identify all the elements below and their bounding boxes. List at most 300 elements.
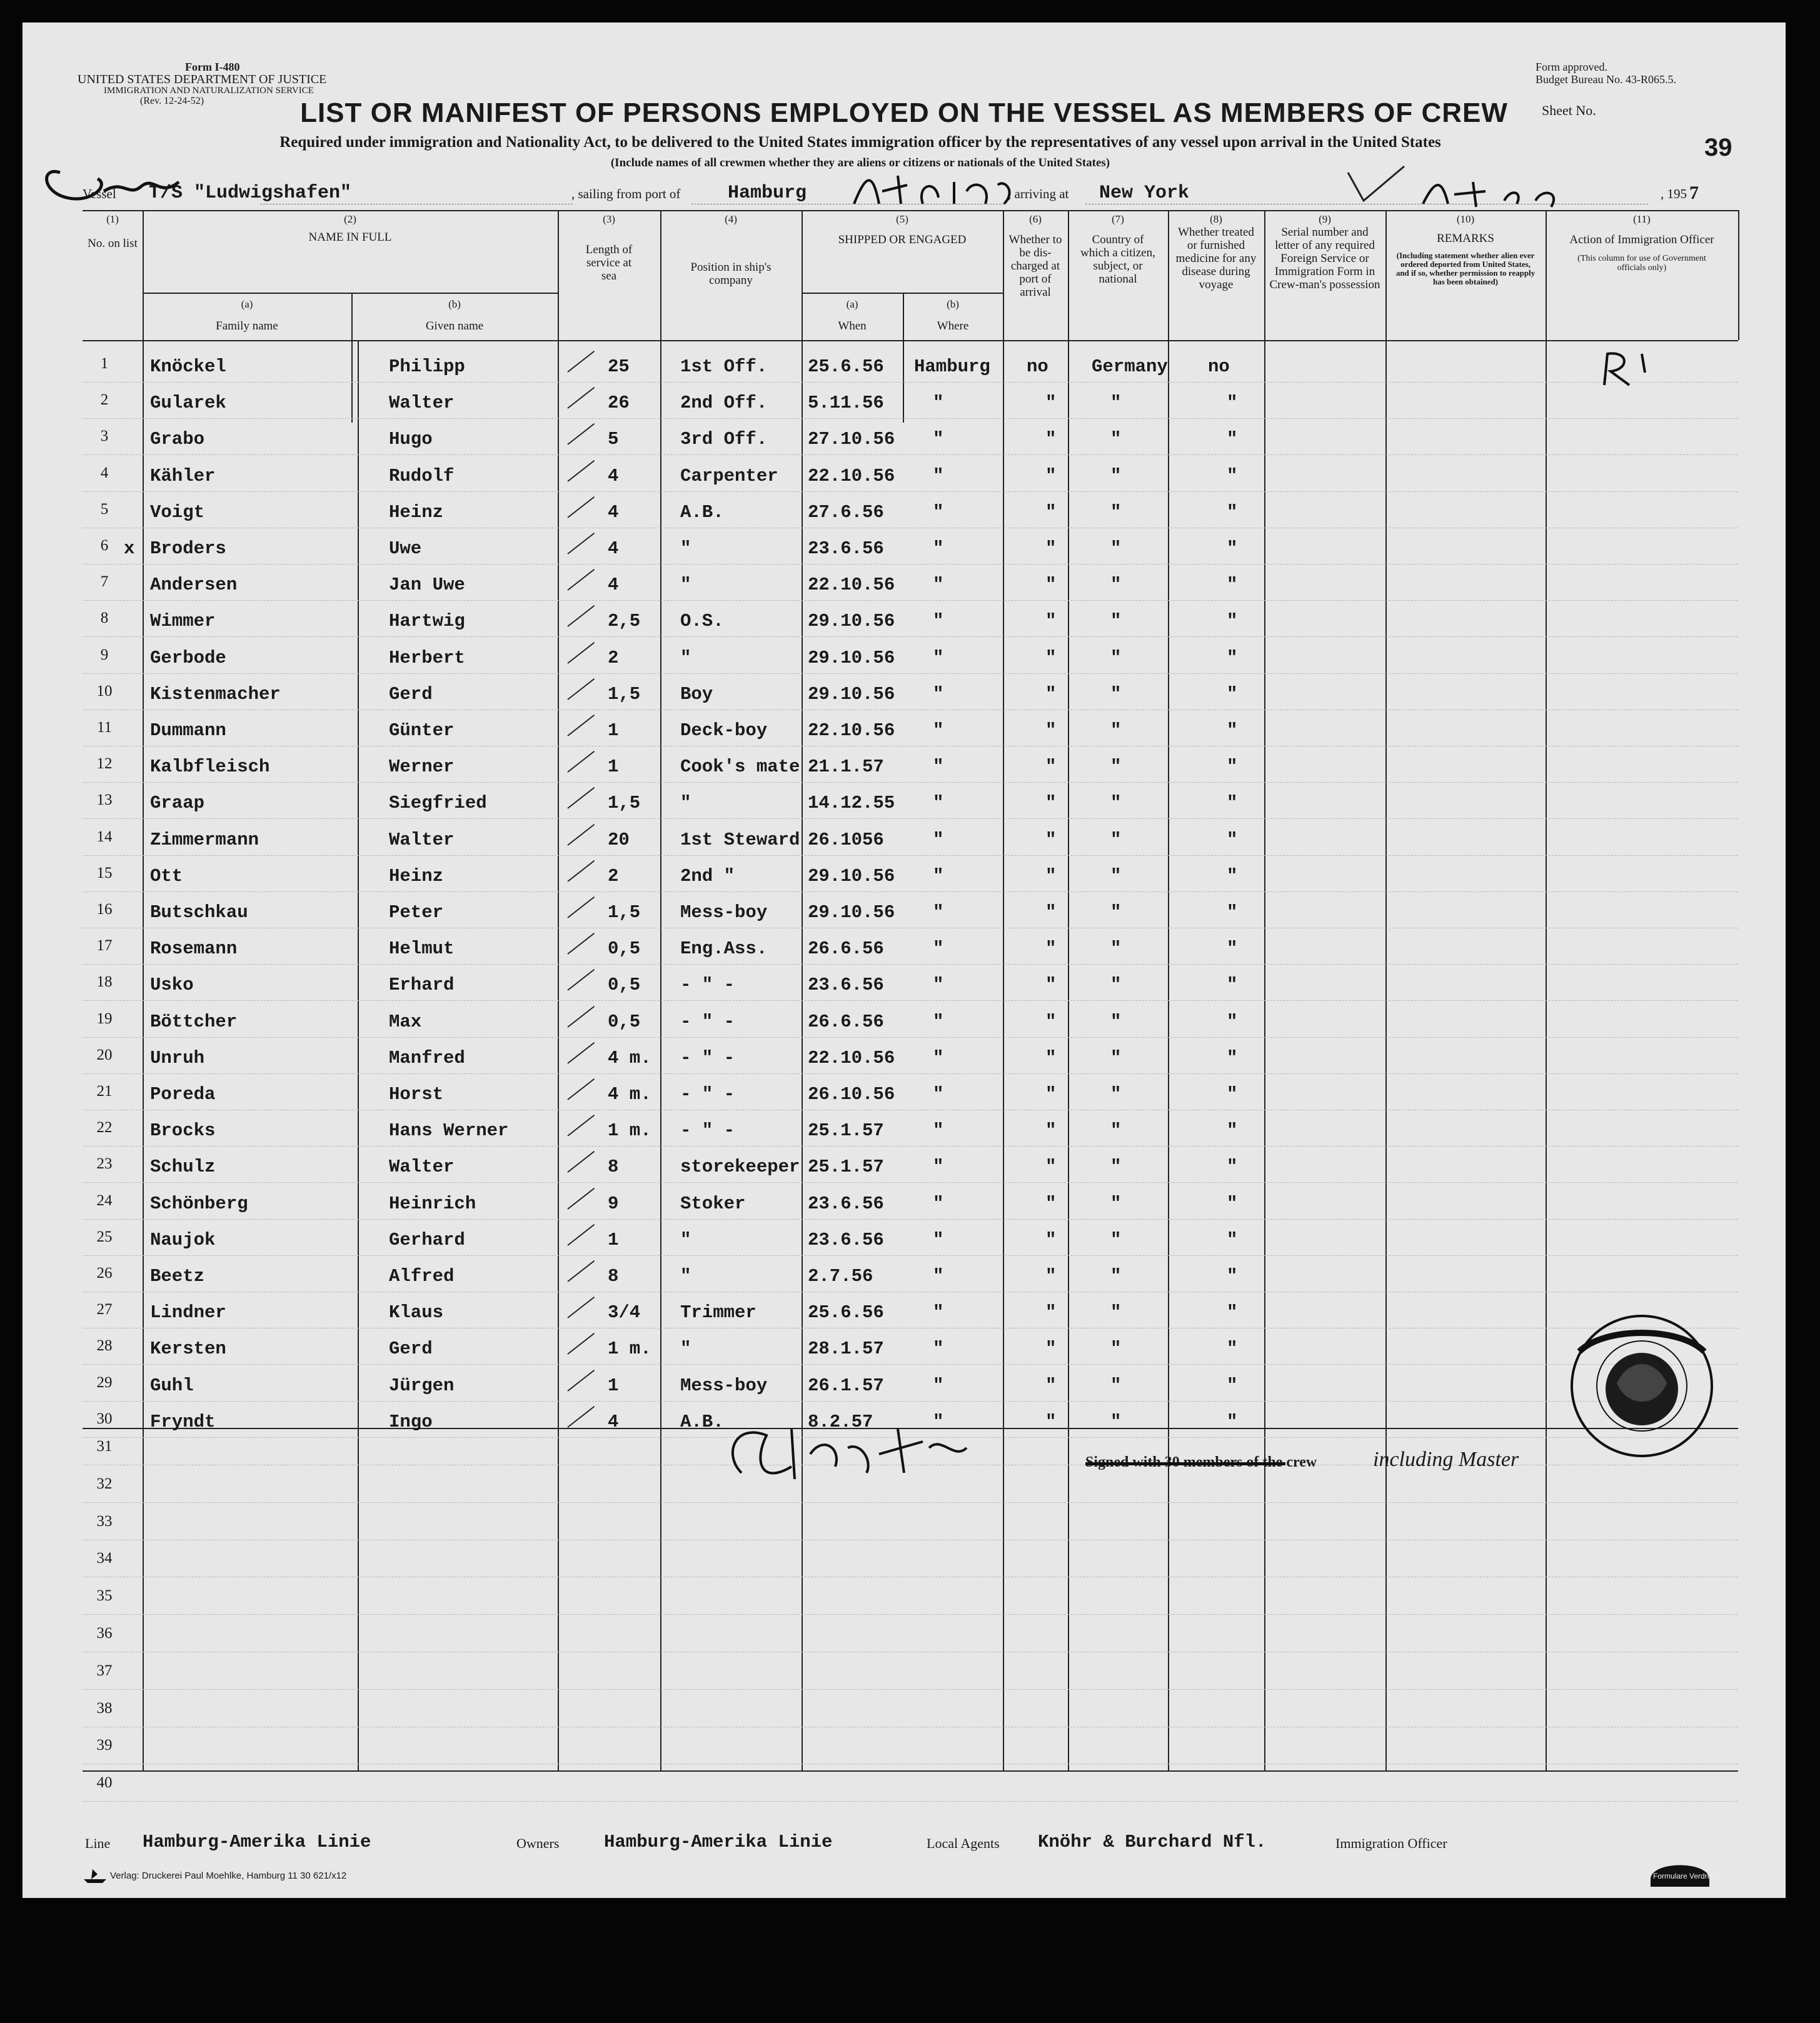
checkmark-icon: [567, 969, 595, 991]
cell-service: 2,5: [608, 611, 641, 632]
cell-when: 8.2.57: [808, 1411, 873, 1432]
table-top-border: [83, 210, 1738, 211]
sheet-number: 39: [1704, 134, 1732, 161]
cell-discharged: ": [1045, 538, 1057, 559]
cell-country: ": [1110, 683, 1122, 705]
cell-country: ": [1110, 865, 1122, 886]
row-number: 5: [100, 500, 109, 518]
table-row: [83, 346, 1738, 383]
row-number: 12: [96, 755, 113, 773]
cell-given: Uwe: [389, 538, 422, 559]
col11-header: (11) Action of Immigration Officer (This column for use of Government officials only): [1569, 213, 1714, 273]
master-signature: [716, 1410, 1042, 1498]
cell-family: Guhl: [150, 1375, 194, 1396]
cell-service: 2: [608, 647, 619, 668]
cell-discharged: ": [1045, 465, 1057, 486]
cell-when: 29.10.56: [808, 902, 895, 923]
cell-when: 21.1.57: [808, 756, 884, 778]
cell-where: ": [933, 1266, 944, 1287]
cell-when: 27.6.56: [808, 501, 884, 523]
cell-discharged: ": [1045, 865, 1057, 886]
row-number: 1: [100, 355, 109, 372]
cell-medicine: ": [1227, 393, 1238, 414]
checkmark-icon: [567, 678, 595, 700]
cell-discharged: ": [1045, 1266, 1057, 1287]
cell-when: 5.11.56: [808, 393, 884, 414]
cell-where: ": [933, 429, 944, 450]
cell-country: ": [1110, 465, 1122, 486]
row-divider: [83, 1689, 1738, 1690]
cell-position: Mess-boy: [680, 1375, 768, 1396]
cell-country: ": [1110, 720, 1122, 741]
cell-position: 1st Off.: [680, 356, 768, 377]
cell-where: ": [933, 683, 944, 705]
cell-country: ": [1110, 501, 1122, 523]
cell-position: ": [680, 1266, 691, 1287]
table-row: [83, 1292, 1738, 1328]
table-row: [83, 746, 1738, 783]
cell-where: ": [933, 1411, 944, 1432]
row-divider: [83, 1614, 1738, 1615]
checkmark-icon: [567, 1260, 595, 1282]
cell-discharged: ": [1045, 1084, 1057, 1105]
cell-medicine: ": [1227, 1120, 1238, 1142]
cell-position: Mess-boy: [680, 902, 768, 923]
cell-country: ": [1110, 575, 1122, 596]
cell-discharged: ": [1045, 1229, 1057, 1250]
cell-country: ": [1110, 1302, 1122, 1323]
row-number: 14: [96, 828, 113, 845]
cell-medicine: ": [1227, 683, 1238, 705]
row-number: 34: [96, 1550, 113, 1567]
cell-when: 22.10.56: [808, 720, 895, 741]
cell-given: Horst: [389, 1084, 444, 1105]
table-row: [83, 1183, 1738, 1220]
handwritten-remark: including Master: [1373, 1448, 1519, 1471]
cell-family: Schönberg: [150, 1193, 248, 1214]
cell-family: Naujok: [150, 1229, 216, 1250]
cell-service: 1,5: [608, 683, 641, 705]
checkmark-icon: [567, 569, 595, 591]
cell-medicine: ": [1227, 975, 1238, 996]
cell-family: Butschkau: [150, 902, 248, 923]
col5b-header: (b) Where: [937, 298, 969, 333]
line-label: Line: [85, 1835, 111, 1851]
cell-position: Trimmer: [680, 1302, 757, 1323]
cell-discharged: ": [1045, 1375, 1057, 1396]
cell-where: ": [933, 465, 944, 486]
cell-where: ": [933, 1047, 944, 1068]
cell-service: 4 m.: [608, 1047, 651, 1068]
cell-where: ": [933, 938, 944, 960]
cell-when: 22.10.56: [808, 1047, 895, 1068]
checkmark-icon: [567, 533, 595, 555]
cell-discharged: no: [1027, 356, 1048, 377]
cell-discharged: ": [1045, 647, 1057, 668]
cell-position: A.B.: [680, 1411, 724, 1432]
port-of-departure: Hamburg: [728, 183, 807, 204]
cell-discharged: ": [1045, 683, 1057, 705]
cell-medicine: no: [1208, 356, 1230, 377]
signed-note: Signed with 30 members of the crew: [1085, 1454, 1317, 1470]
cell-discharged: ": [1045, 1193, 1057, 1214]
row-number: 16: [96, 901, 113, 918]
row-number: 37: [96, 1662, 113, 1679]
cell-where: ": [933, 756, 944, 778]
cell-given: Alfred: [389, 1266, 455, 1287]
cell-family: Andersen: [150, 575, 238, 596]
owners-label: Owners: [516, 1835, 560, 1851]
cell-when: 26.1056: [808, 829, 884, 850]
cell-where: ": [933, 1120, 944, 1142]
crew-table: [83, 210, 1738, 1792]
local-agents-value: Knöhr & Burchard Nfl.: [1038, 1832, 1267, 1852]
cell-service: 0,5: [608, 975, 641, 996]
cell-given: Siegfried: [389, 793, 487, 814]
cell-medicine: ": [1227, 647, 1238, 668]
table-row: [83, 528, 1738, 565]
cell-service: 8: [608, 1266, 619, 1287]
cell-given: Philipp: [389, 356, 465, 377]
row-number: 25: [96, 1228, 113, 1245]
cell-discharged: ": [1045, 720, 1057, 741]
cell-position: ": [680, 647, 691, 668]
col4-header: (4) Position in ship's company: [690, 213, 772, 287]
cell-when: 22.10.56: [808, 575, 895, 596]
cell-where: ": [933, 793, 944, 814]
checkmark-icon: [567, 1078, 595, 1100]
cell-when: 27.10.56: [808, 429, 895, 450]
cell-position: ": [680, 538, 691, 559]
cell-position: O.S.: [680, 611, 724, 632]
cell-when: 26.6.56: [808, 938, 884, 960]
cell-where: ": [933, 1193, 944, 1214]
checkmark-icon: [567, 1406, 595, 1428]
cell-medicine: ": [1227, 1229, 1238, 1250]
name-subheader-line: [143, 293, 558, 294]
row-number: 17: [96, 937, 113, 955]
cell-country: ": [1110, 1084, 1122, 1105]
cell-service: 1 m.: [608, 1338, 651, 1360]
cell-where: ": [933, 1338, 944, 1360]
cell-discharged: ": [1045, 793, 1057, 814]
cell-position: Cook's mate: [680, 756, 800, 778]
printer-credit: Verlag: Druckerei Paul Moehlke, Hamburg 11 30 621/x12: [110, 1870, 347, 1881]
checkmark-icon: [567, 933, 595, 955]
cell-service: 1 m.: [608, 1120, 651, 1142]
row-number: 6: [100, 537, 109, 554]
cell-medicine: ": [1227, 865, 1238, 886]
cell-where: ": [933, 1375, 944, 1396]
checkmark-icon: [567, 1151, 595, 1173]
cell-medicine: ": [1227, 1011, 1238, 1032]
cell-when: 29.10.56: [808, 683, 895, 705]
cell-when: 28.1.57: [808, 1338, 884, 1360]
cell-position: - " -: [680, 975, 735, 996]
formulare-verdruck-text: Formulare Verdruck: [1653, 1872, 1719, 1880]
table-row: [83, 1691, 1738, 1727]
cell-given: Herbert: [389, 647, 465, 668]
cell-discharged: ": [1045, 829, 1057, 850]
checkmark-icon: [567, 787, 595, 809]
row-number: 39: [96, 1737, 113, 1754]
col7-header: (7) Country of which a citizen, subject, or national: [1080, 213, 1155, 286]
owners-value: Hamburg-Amerika Linie: [604, 1832, 833, 1852]
checkmark-icon: [567, 896, 595, 918]
row-number: 30: [96, 1410, 113, 1427]
sailing-from-label: , sailing from port of: [571, 186, 681, 201]
cell-position: Boy: [680, 683, 713, 705]
checkmark-icon: [567, 423, 595, 445]
checkmark-icon: [567, 1333, 595, 1355]
manifest-sheet: [23, 23, 1786, 1898]
cell-when: 29.10.56: [808, 865, 895, 886]
cell-discharged: ": [1045, 1338, 1057, 1360]
cell-family: Broders: [150, 538, 226, 559]
cell-given: Rudolf: [389, 465, 455, 486]
form-approved: Form approved.: [1536, 61, 1607, 73]
local-agents-label: Local Agents: [927, 1835, 1000, 1851]
cell-service: 4: [608, 1411, 619, 1432]
cell-position: 2nd Off.: [680, 393, 768, 414]
row-number: 20: [96, 1046, 113, 1063]
cell-given: Gerd: [389, 1338, 433, 1360]
cell-position: 1st Steward: [680, 829, 800, 850]
cell-when: 25.6.56: [808, 356, 884, 377]
cell-given: Hartwig: [389, 611, 465, 632]
cell-family: Kistenmacher: [150, 683, 281, 705]
cell-where: ": [933, 393, 944, 414]
check-mark: [1335, 160, 1461, 210]
cell-position: - " -: [680, 1084, 735, 1105]
cell-given: Ingo: [389, 1411, 433, 1432]
cell-service: 1: [608, 756, 619, 778]
row-number: 18: [96, 973, 113, 991]
cell-given: Gerhard: [389, 1229, 465, 1250]
cell-medicine: ": [1227, 756, 1238, 778]
checkmark-icon: [567, 642, 595, 664]
cell-service: 4 m.: [608, 1084, 651, 1105]
row-number: 27: [96, 1301, 113, 1318]
cell-where: ": [933, 902, 944, 923]
immigration-officer-label: Immigration Officer: [1335, 1835, 1447, 1851]
cell-medicine: ": [1227, 538, 1238, 559]
checkmark-icon: [567, 496, 595, 518]
cell-discharged: ": [1045, 902, 1057, 923]
cell-discharged: ": [1045, 756, 1057, 778]
port-of-arrival: New York: [1099, 183, 1190, 204]
cell-country: ": [1110, 647, 1122, 668]
cell-position: ": [680, 1229, 691, 1250]
cell-service: 1: [608, 1375, 619, 1396]
cell-medicine: ": [1227, 1375, 1238, 1396]
row-number: 32: [96, 1475, 113, 1492]
cell-position: - " -: [680, 1047, 735, 1068]
table-row: [83, 601, 1738, 637]
col3-header: (3) Length of service at sea: [585, 213, 633, 283]
cell-discharged: ": [1045, 1120, 1057, 1142]
service: IMMIGRATION AND NATURALIZATION SERVICE: [104, 86, 314, 96]
col8-header: (8) Whether treated or furnished medicine for any disease during voyage: [1175, 213, 1257, 291]
cell-service: 1,5: [608, 793, 641, 814]
col10-header: (10) REMARKS (Including statement whether alien ever ordered deported from United States, and if so, whether permission to reapply has been obtained): [1395, 213, 1536, 286]
checkmark-icon: [567, 387, 595, 409]
line-value: Hamburg-Amerika Linie: [143, 1832, 371, 1852]
row-number: 4: [100, 464, 109, 481]
checkmark-icon: [567, 460, 595, 482]
cell-country: Germany: [1092, 356, 1168, 377]
cell-country: ": [1110, 1229, 1122, 1250]
cell-service: 2: [608, 865, 619, 886]
cell-when: 25.1.57: [808, 1157, 884, 1178]
cell-where: ": [933, 538, 944, 559]
col2b-header: (b) Given name: [425, 298, 484, 333]
cell-service: 4: [608, 575, 619, 596]
cell-medicine: ": [1227, 1266, 1238, 1287]
cell-position: Carpenter: [680, 465, 778, 486]
cell-when: 26.10.56: [808, 1084, 895, 1105]
cell-country: ": [1110, 829, 1122, 850]
col1-header: (1) No. on list: [88, 213, 138, 250]
cell-medicine: ": [1227, 465, 1238, 486]
table-row: [83, 1038, 1738, 1074]
cell-discharged: ": [1045, 938, 1057, 960]
row-number: 3: [100, 428, 109, 445]
cell-position: - " -: [680, 1011, 735, 1032]
cell-where: ": [933, 1011, 944, 1032]
checkmark-icon: [567, 1297, 595, 1318]
cell-where: ": [933, 575, 944, 596]
table-row: [83, 383, 1738, 419]
cell-country: ": [1110, 975, 1122, 996]
checkmark-icon: [567, 1370, 595, 1392]
cell-country: ": [1110, 1266, 1122, 1287]
cell-when: 25.1.57: [808, 1120, 884, 1142]
vessel-name: T/S "Ludwigshafen": [149, 183, 352, 204]
cell-medicine: ": [1227, 1338, 1238, 1360]
cell-given: Heinz: [389, 501, 444, 523]
col5-header: (5) SHIPPED OR ENGAGED: [838, 213, 967, 246]
cell-country: ": [1110, 756, 1122, 778]
checkmark-icon: [567, 860, 595, 882]
row-number: 33: [96, 1512, 113, 1530]
cell-given: Erhard: [389, 975, 455, 996]
cell-family: Grabo: [150, 429, 205, 450]
cell-medicine: ": [1227, 1411, 1238, 1432]
table-row: [83, 1765, 1738, 1802]
cell-discharged: ": [1045, 975, 1057, 996]
cell-country: ": [1110, 1011, 1122, 1032]
row-number: 7: [100, 573, 109, 591]
table-row: [83, 1001, 1738, 1038]
table-row: [83, 783, 1738, 819]
cell-medicine: ": [1227, 501, 1238, 523]
row-number: 8: [100, 610, 109, 627]
cell-where: ": [933, 647, 944, 668]
cell-medicine: ": [1227, 611, 1238, 632]
cell-service: 25: [608, 356, 630, 377]
checkmark-icon: [567, 1188, 595, 1210]
page-title: LIST OR MANIFEST OF PERSONS EMPLOYED ON THE VESSEL AS MEMBERS OF CREW: [300, 98, 1508, 128]
cell-when: 2.7.56: [808, 1266, 873, 1287]
cell-service: 20: [608, 829, 630, 850]
cell-service: 4: [608, 465, 619, 486]
row-number: 31: [96, 1438, 113, 1455]
col9-header: (9) Serial number and letter of any required Foreign Service or Immigration Form in Crew-man's possession: [1269, 213, 1380, 291]
col5a-header: (a) When: [838, 298, 867, 333]
row-number: 15: [96, 864, 113, 881]
table-row: [83, 1220, 1738, 1256]
cell-medicine: ": [1227, 575, 1238, 596]
cell-given: Peter: [389, 902, 444, 923]
cell-medicine: ": [1227, 1193, 1238, 1214]
cell-family: Graap: [150, 793, 205, 814]
cell-country: ": [1110, 1411, 1122, 1432]
cell-where: ": [933, 865, 944, 886]
cell-position: 3rd Off.: [680, 429, 768, 450]
checkmark-icon: [567, 1042, 595, 1064]
cell-where: ": [933, 1302, 944, 1323]
row-number: 9: [100, 646, 109, 663]
table-row: [83, 1365, 1738, 1402]
cell-discharged: ": [1045, 1411, 1057, 1432]
cell-country: ": [1110, 429, 1122, 450]
table-row: [83, 820, 1738, 856]
cell-given: Heinz: [389, 865, 444, 886]
table-row: [83, 492, 1738, 528]
cell-when: 23.6.56: [808, 538, 884, 559]
cell-where: ": [933, 1084, 944, 1105]
table-row: [83, 1328, 1738, 1365]
cell-medicine: ": [1227, 1157, 1238, 1178]
cell-where: Hamburg: [914, 356, 990, 377]
row-number: 38: [96, 1699, 113, 1717]
cell-country: ": [1110, 1157, 1122, 1178]
cell-service: 4: [608, 501, 619, 523]
cell-country: ": [1110, 538, 1122, 559]
row-divider: [83, 1502, 1738, 1503]
header-bottom-border: [83, 340, 1738, 341]
cell-given: Heinrich: [389, 1193, 476, 1214]
cell-family: Schulz: [150, 1157, 216, 1178]
cell-given: Walter: [389, 829, 455, 850]
cell-service: 3/4: [608, 1302, 641, 1323]
form-number: Form I-480: [185, 61, 240, 73]
cell-when: 23.6.56: [808, 975, 884, 996]
cell-service: 8: [608, 1157, 619, 1178]
row-number: 2: [100, 391, 109, 409]
checkmark-icon: [567, 1115, 595, 1137]
cell-when: 26.6.56: [808, 1011, 884, 1032]
row-number: 24: [96, 1192, 113, 1209]
cell-position: ": [680, 575, 691, 596]
cell-discharged: ": [1045, 575, 1057, 596]
row-number: 36: [96, 1625, 113, 1642]
cell-family: Brocks: [150, 1120, 216, 1142]
cell-when: 23.6.56: [808, 1193, 884, 1214]
table-row: [83, 674, 1738, 710]
sheet-no-label: Sheet No.: [1542, 103, 1596, 118]
table-row: [83, 638, 1738, 674]
table-row: [83, 1504, 1738, 1540]
checkmark-icon: [567, 605, 595, 627]
cell-given: Jan Uwe: [389, 575, 465, 596]
cell-country: ": [1110, 1338, 1122, 1360]
row-number: 19: [96, 1010, 113, 1027]
cell-when: 22.10.56: [808, 465, 895, 486]
cell-service: 0,5: [608, 938, 641, 960]
table-row: [83, 565, 1738, 601]
